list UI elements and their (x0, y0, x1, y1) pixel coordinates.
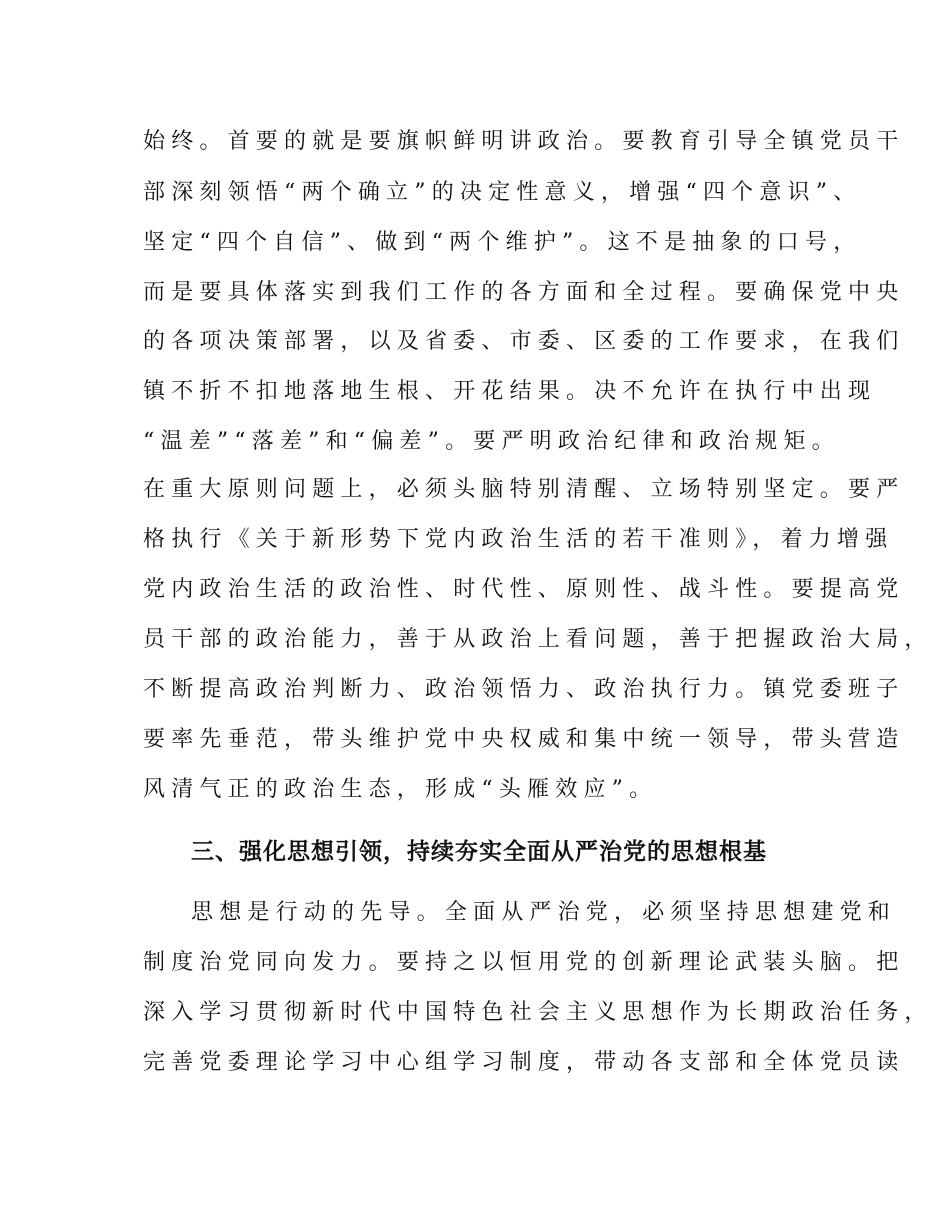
text-line: 而是要具体落实到我们工作的各方面和全过程。要确保党中央 (143, 280, 905, 305)
text-line: 制度治党同向发力。要持之以恒用党的创新理论武装头脑。把 (143, 950, 905, 975)
text-line: “温差”“落差”和“偏差”。要严明政治纪律和政治规矩。 (143, 429, 840, 454)
text-line: 思想是行动的先导。全面从严治党，必须坚持思想建党和 (191, 900, 897, 925)
text-line: 镇不折不扣地落地生根、开花结果。决不允许在执行中出现 (143, 379, 877, 404)
text-line: 要率先垂范，带头维护党中央权威和集中统一领导，带头营造 (143, 727, 905, 752)
text-line: 格执行《关于新形势下党内政治生活的若干准则》，着力增强 (143, 527, 894, 552)
text-line: 完善党委理论学习中心组学习制度，带动各支部和全体党员读 (143, 1050, 905, 1075)
text-line: 在重大原则问题上，必须头脑特别清醒、立场特别坚定。要严 (143, 477, 905, 502)
text-line: 不断提高政治判断力、政治领悟力、政治执行力。镇党委班子 (143, 677, 905, 702)
text-line: 风清气正的政治生态，形成“头雁效应”。 (143, 777, 658, 802)
text-line: 的各项决策部署，以及省委、市委、区委的工作要求，在我们 (143, 329, 905, 354)
text-line: 始终。首要的就是要旗帜鲜明讲政治。要教育引导全镇党员干 (143, 129, 905, 154)
section-heading: 三、强化思想引领，持续夯实全面从严治党的思想根基 (191, 839, 767, 865)
text-line: 坚定“四个自信”、做到“两个维护”。这不是抽象的口号， (143, 230, 862, 255)
text-line: 员干部的政治能力，善于从政治上看问题，善于把握政治大局， (143, 627, 933, 652)
text-line: 党内政治生活的政治性、时代性、原则性、战斗性。要提高党 (143, 577, 905, 602)
text-line: 深入学习贯彻新时代中国特色社会主义思想作为长期政治任务， (143, 1000, 933, 1025)
text-line: 部深刻领悟“两个确立”的决定性意义，增强“四个意识”、 (143, 180, 862, 205)
